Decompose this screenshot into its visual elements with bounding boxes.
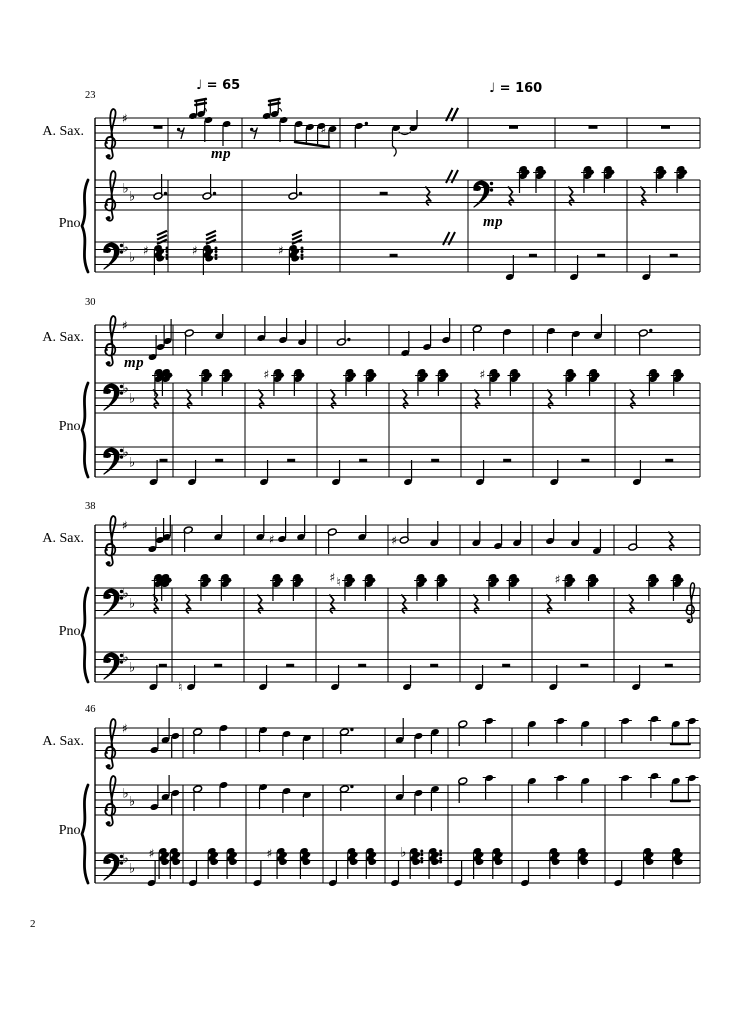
svg-text:♮: ♮ [177, 680, 183, 694]
page-number: 2 [30, 918, 36, 930]
piano-staff-label: Pno. [58, 216, 84, 231]
svg-text:♯: ♯ [192, 243, 198, 258]
svg-text:♭: ♭ [129, 596, 136, 612]
svg-text:♯: ♯ [122, 518, 128, 533]
svg-text:♭: ♭ [122, 586, 129, 602]
svg-text:♭: ♭ [122, 650, 129, 666]
measure-number: 23 [85, 90, 96, 101]
svg-text:♯: ♯ [554, 572, 561, 587]
sax-staff-label: A. Sax. [42, 330, 84, 345]
svg-text:♯: ♯ [269, 532, 275, 547]
tempo-marking-slow: ♩ = 65 [196, 78, 241, 93]
svg-text:♭: ♭ [129, 455, 136, 471]
dynamic-mp: mp [211, 146, 232, 162]
svg-text:♯: ♯ [266, 846, 273, 861]
piano-staff-label: Pno. [58, 823, 84, 838]
measure-number: 30 [85, 297, 96, 308]
svg-text:♭: ♭ [122, 181, 129, 197]
svg-text:♭: ♭ [129, 660, 136, 676]
svg-text:♯: ♯ [278, 243, 284, 258]
svg-text:♯: ♯ [320, 122, 327, 137]
svg-text:♯: ♯ [148, 846, 155, 861]
sax-staff-label: A. Sax. [42, 124, 84, 139]
svg-text:♯: ♯ [122, 721, 128, 736]
piano-staff-label: Pno. [58, 624, 84, 639]
svg-text:♭: ♭ [129, 861, 136, 877]
svg-text:♭: ♭ [122, 851, 129, 867]
svg-text:♭: ♭ [122, 240, 129, 256]
svg-text:♭: ♭ [122, 381, 129, 397]
svg-text:♭: ♭ [400, 845, 407, 861]
svg-text:♯: ♯ [391, 533, 398, 548]
measure-number: 38 [85, 501, 96, 512]
svg-text:♯: ♯ [122, 318, 128, 333]
svg-text:♭: ♭ [129, 391, 136, 407]
svg-text:♯: ♯ [122, 111, 128, 126]
svg-text:♭: ♭ [122, 445, 129, 461]
dynamic-mp: mp [483, 214, 504, 230]
svg-text:♯: ♯ [479, 367, 486, 382]
tempo-marking-fast: ♩ = 160 [489, 81, 543, 96]
svg-text:♮: ♮ [336, 575, 341, 589]
svg-text:♭: ♭ [129, 794, 136, 810]
svg-text:♯: ♯ [263, 367, 270, 382]
measure-number: 46 [85, 704, 96, 715]
sax-staff-label: A. Sax. [42, 734, 84, 749]
sax-staff-label: A. Sax. [42, 531, 84, 546]
svg-text:♯: ♯ [143, 243, 149, 258]
piano-staff-label: Pno. [58, 419, 84, 434]
svg-text:♭: ♭ [129, 250, 136, 266]
dynamic-mp: mp [124, 355, 145, 371]
svg-text:♭: ♭ [122, 786, 129, 802]
svg-text:♯: ♯ [329, 570, 336, 585]
svg-text:♭: ♭ [129, 189, 136, 205]
